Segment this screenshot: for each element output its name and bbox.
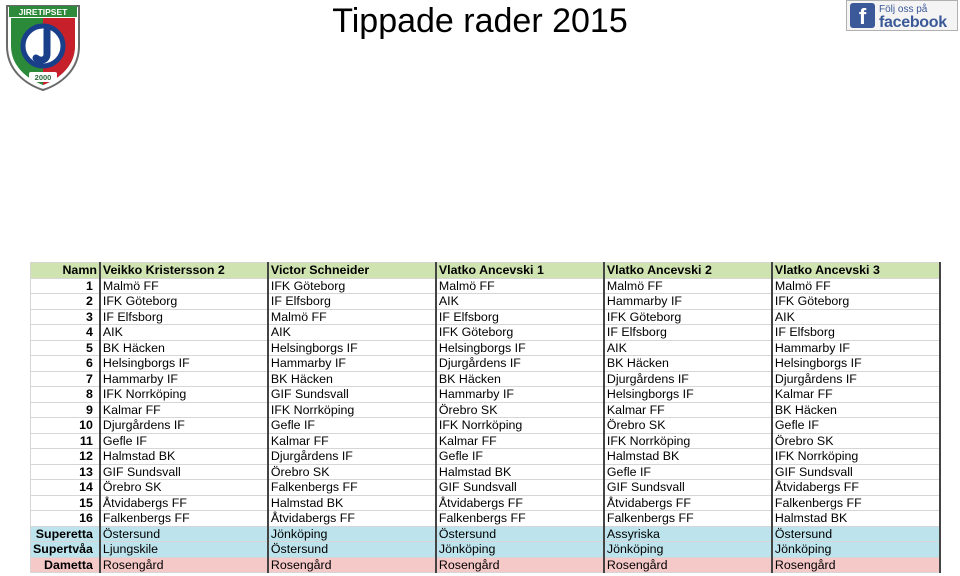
page-title: Tippade rader 2015 <box>332 2 628 40</box>
team-cell: Rosengård <box>772 557 940 573</box>
logo-top-text: JIRETIPSET <box>18 7 68 17</box>
team-cell: Jönköping <box>772 542 940 558</box>
team-cell: IFK Göteborg <box>268 278 436 294</box>
team-cell: BK Häcken <box>772 402 940 418</box>
team-cell: Halmstad BK <box>772 511 940 527</box>
position-cell: 10 <box>31 418 100 434</box>
team-cell: Jönköping <box>604 542 772 558</box>
table-body <box>31 278 940 573</box>
team-cell: Åtvidabergs FF <box>100 495 268 511</box>
team-cell: Malmö FF <box>604 278 772 294</box>
position-cell: 6 <box>31 356 100 372</box>
position-cell: 14 <box>31 480 100 496</box>
table-row-superettan <box>31 526 940 542</box>
team-cell: BK Häcken <box>268 371 436 387</box>
team-cell: Djurgårdens IF <box>772 371 940 387</box>
table-row <box>31 278 940 294</box>
team-cell: IF Elfsborg <box>100 309 268 325</box>
table-row <box>31 309 940 325</box>
team-cell: IFK Göteborg <box>100 294 268 310</box>
table-row-damallsvenskan <box>31 557 940 573</box>
team-cell: AIK <box>100 325 268 341</box>
table-header-row <box>31 263 940 279</box>
team-cell: Rosengård <box>604 557 772 573</box>
team-cell: Kalmar FF <box>604 402 772 418</box>
team-cell: Djurgårdens IF <box>268 449 436 465</box>
team-cell: IFK Norrköping <box>772 449 940 465</box>
column-header-player: Vlatko Ancevski 3 <box>772 263 940 279</box>
team-cell: Örebro SK <box>436 402 604 418</box>
table-row <box>31 340 940 356</box>
column-header-player: Vlatko Ancevski 1 <box>436 263 604 279</box>
team-cell: AIK <box>604 340 772 356</box>
position-cell: 3 <box>31 309 100 325</box>
team-cell: Falkenbergs FF <box>436 511 604 527</box>
table-row <box>31 294 940 310</box>
team-cell: Kalmar FF <box>436 433 604 449</box>
table-row <box>31 433 940 449</box>
position-cell: 9 <box>31 402 100 418</box>
team-cell: IFK Göteborg <box>604 309 772 325</box>
league-label-cell: Dametta <box>31 557 100 573</box>
team-cell: IF Elfsborg <box>604 325 772 341</box>
team-cell: IF Elfsborg <box>772 325 940 341</box>
team-cell: AIK <box>436 294 604 310</box>
team-cell: GIF Sundsvall <box>100 464 268 480</box>
team-cell: Helsingborgs IF <box>100 356 268 372</box>
table-row <box>31 402 940 418</box>
team-cell: Gefle IF <box>604 464 772 480</box>
team-cell: IFK Göteborg <box>436 325 604 341</box>
team-cell: Helsingborgs IF <box>604 387 772 403</box>
position-cell: 16 <box>31 511 100 527</box>
team-cell: GIF Sundsvall <box>268 387 436 403</box>
table-row <box>31 464 940 480</box>
team-cell: Halmstad BK <box>100 449 268 465</box>
team-cell: Djurgårdens IF <box>604 371 772 387</box>
table-row <box>31 480 940 496</box>
team-cell: AIK <box>772 309 940 325</box>
team-cell: Assyriska <box>604 526 772 542</box>
team-cell: Halmstad BK <box>268 495 436 511</box>
team-cell: Falkenbergs FF <box>100 511 268 527</box>
table-row <box>31 371 940 387</box>
team-cell: Halmstad BK <box>604 449 772 465</box>
column-header-player: Victor Schneider <box>268 263 436 279</box>
position-cell: 4 <box>31 325 100 341</box>
team-cell: Östersund <box>772 526 940 542</box>
column-header-player: Veikko Kristersson 2 <box>100 263 268 279</box>
team-cell: IF Elfsborg <box>268 294 436 310</box>
team-cell: Kalmar FF <box>268 433 436 449</box>
position-cell: 2 <box>31 294 100 310</box>
facebook-brand-text: facebook <box>879 13 947 31</box>
position-cell: 5 <box>31 340 100 356</box>
team-cell: Gefle IF <box>100 433 268 449</box>
team-cell: Östersund <box>268 542 436 558</box>
position-cell: 12 <box>31 449 100 465</box>
logo-year: 2000 <box>34 73 52 82</box>
position-cell: 13 <box>31 464 100 480</box>
table-row-supertvaan <box>31 542 940 558</box>
team-cell: Åtvidabergs FF <box>436 495 604 511</box>
team-cell: Falkenbergs FF <box>604 511 772 527</box>
team-cell: GIF Sundsvall <box>772 464 940 480</box>
team-cell: BK Häcken <box>100 340 268 356</box>
team-cell: Falkenbergs FF <box>772 495 940 511</box>
team-cell: IFK Göteborg <box>772 294 940 310</box>
team-cell: Gefle IF <box>772 418 940 434</box>
team-cell: Kalmar FF <box>100 402 268 418</box>
facebook-icon: f <box>850 3 875 28</box>
team-cell: Helsingborgs IF <box>268 340 436 356</box>
team-cell: AIK <box>268 325 436 341</box>
table-row <box>31 325 940 341</box>
team-cell: Östersund <box>100 526 268 542</box>
team-cell: Östersund <box>436 526 604 542</box>
position-cell: 15 <box>31 495 100 511</box>
team-cell: Djurgårdens IF <box>436 356 604 372</box>
team-cell: Hammarby IF <box>268 356 436 372</box>
table-row <box>31 511 940 527</box>
team-cell: GIF Sundsvall <box>604 480 772 496</box>
team-cell: Åtvidabergs FF <box>772 480 940 496</box>
team-cell: Helsingborgs IF <box>772 356 940 372</box>
facebook-follow-text: Följ oss på <box>879 3 928 15</box>
team-cell: Halmstad BK <box>436 464 604 480</box>
team-cell: IFK Norrköping <box>268 402 436 418</box>
team-cell: Malmö FF <box>436 278 604 294</box>
team-cell: Rosengård <box>100 557 268 573</box>
table-row <box>31 387 940 403</box>
team-cell: Malmö FF <box>268 309 436 325</box>
table-row <box>31 449 940 465</box>
table-row <box>31 418 940 434</box>
team-cell: Helsingborgs IF <box>436 340 604 356</box>
position-cell: 8 <box>31 387 100 403</box>
table-row <box>31 356 940 372</box>
position-cell: 7 <box>31 371 100 387</box>
team-cell: Djurgårdens IF <box>100 418 268 434</box>
team-cell: IFK Norrköping <box>604 433 772 449</box>
team-cell: BK Häcken <box>604 356 772 372</box>
team-cell: Örebro SK <box>100 480 268 496</box>
team-cell: Hammarby IF <box>772 340 940 356</box>
league-label-cell: Supertvåa <box>31 542 100 558</box>
team-cell: GIF Sundsvall <box>436 480 604 496</box>
team-cell: Malmö FF <box>772 278 940 294</box>
position-cell: 11 <box>31 433 100 449</box>
column-header-namn: Namn <box>31 263 100 279</box>
team-cell: BK Häcken <box>436 371 604 387</box>
team-cell: Gefle IF <box>268 418 436 434</box>
league-label-cell: Superetta <box>31 526 100 542</box>
position-cell: 1 <box>31 278 100 294</box>
team-cell: Kalmar FF <box>772 387 940 403</box>
team-cell: Hammarby IF <box>436 387 604 403</box>
team-cell: Malmö FF <box>100 278 268 294</box>
team-cell: Åtvidabergs FF <box>604 495 772 511</box>
team-cell: Rosengård <box>436 557 604 573</box>
team-cell: IF Elfsborg <box>436 309 604 325</box>
team-cell: IFK Norrköping <box>100 387 268 403</box>
predictions-table <box>30 262 941 573</box>
table-row <box>31 495 940 511</box>
team-cell: Hammarby IF <box>604 294 772 310</box>
team-cell: IFK Norrköping <box>436 418 604 434</box>
facebook-follow-button[interactable] <box>846 0 958 31</box>
team-cell: Jönköping <box>436 542 604 558</box>
team-cell: Örebro SK <box>772 433 940 449</box>
team-cell: Falkenbergs FF <box>268 480 436 496</box>
team-cell: Gefle IF <box>436 449 604 465</box>
team-cell: Örebro SK <box>268 464 436 480</box>
team-cell: Örebro SK <box>604 418 772 434</box>
team-cell: Åtvidabergs FF <box>268 511 436 527</box>
team-cell: Ljungskile <box>100 542 268 558</box>
team-cell: Hammarby IF <box>100 371 268 387</box>
team-cell: Jönköping <box>268 526 436 542</box>
team-cell: Rosengård <box>268 557 436 573</box>
column-header-player: Vlatko Ancevski 2 <box>604 263 772 279</box>
